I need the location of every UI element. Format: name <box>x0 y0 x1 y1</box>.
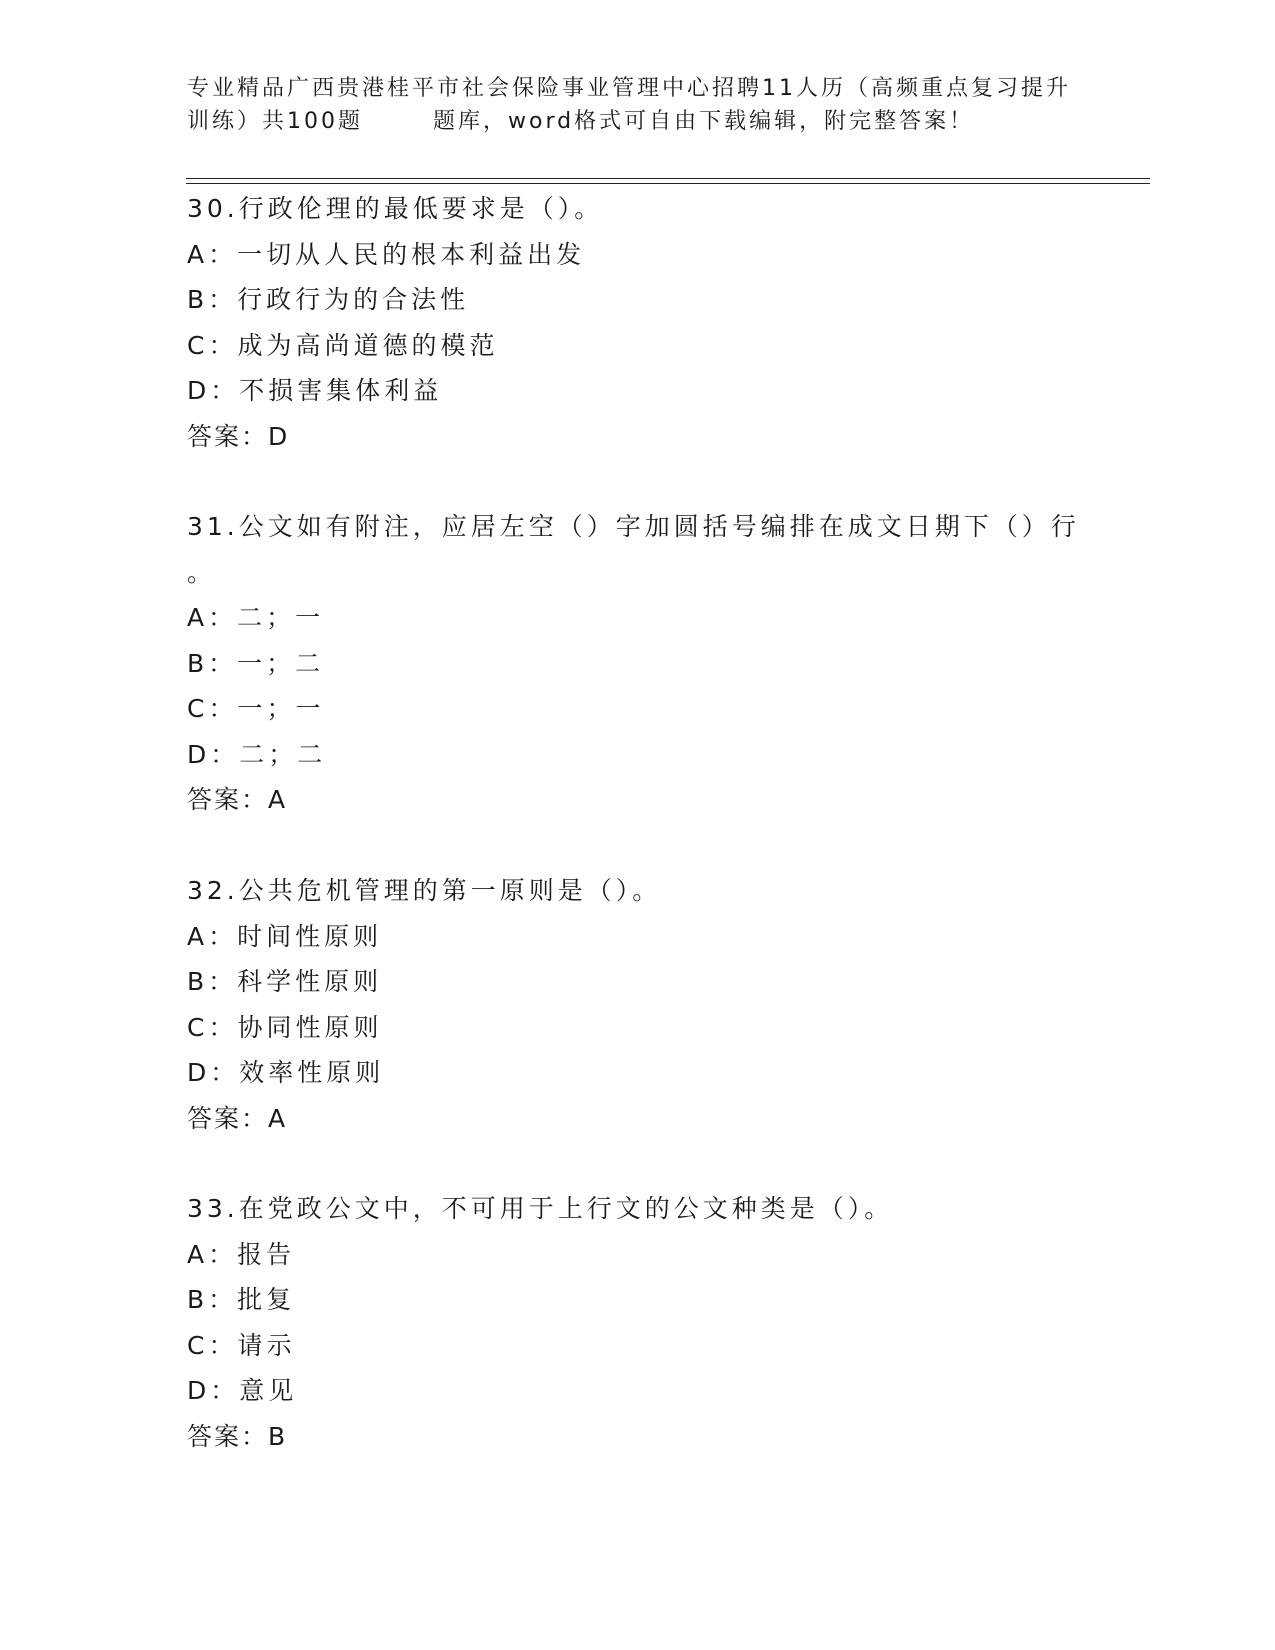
header-line-2-part-1: 训练）共100题 <box>187 109 363 134</box>
question-block-31 <box>187 504 1087 823</box>
header-line-2-part-2: 题库，word格式可自由下载编辑，附完整答案！ <box>433 109 975 134</box>
answer-text: 答案：B <box>187 1421 288 1451</box>
option-b: B：行政行为的合法性 <box>187 285 470 314</box>
question-block-30 <box>187 186 1087 459</box>
header-divider-bottom <box>186 183 1150 184</box>
answer-text: 答案：A <box>187 785 288 814</box>
header-divider-top <box>186 178 1150 179</box>
option-a: A：一切从人民的根本利益出发 <box>187 239 586 269</box>
question-block-33 <box>187 1186 1087 1459</box>
option-c: C：一；一 <box>187 694 325 723</box>
question-stem: 33.在党政公文中，不可用于上行文的公文种类是（）。 <box>187 1194 894 1223</box>
option-a: A：二；一 <box>187 603 325 632</box>
option-c: C：成为高尚道德的模范 <box>187 330 499 360</box>
option-d: D：不损害集体利益 <box>187 376 443 405</box>
answer-text: 答案：A <box>187 1103 288 1133</box>
answer-text: 答案：D <box>187 421 290 451</box>
question-stem-continuation: 。 <box>187 557 217 587</box>
question-stem: 30.行政伦理的最低要求是（）。 <box>187 194 604 223</box>
option-d: D：效率性原则 <box>187 1058 385 1087</box>
option-a: A：报告 <box>187 1239 296 1269</box>
option-b: B：科学性原则 <box>187 967 383 996</box>
option-b: B：批复 <box>187 1285 296 1314</box>
question-stem: 31.公文如有附注，应居左空（）字加圆括号编排在成文日期下（）行 <box>187 512 1080 541</box>
option-d: D：意见 <box>187 1376 298 1405</box>
question-stem: 32.公共危机管理的第一原则是（）。 <box>187 876 662 905</box>
question-block-32 <box>187 868 1087 1141</box>
option-a: A：时间性原则 <box>187 921 383 951</box>
document-header <box>187 72 1087 138</box>
option-d: D：二；二 <box>187 739 327 769</box>
option-c: C：协同性原则 <box>187 1012 383 1042</box>
header-line-1: 专业精品广西贵港桂平市社会保险事业管理中心招聘11人历（高频重点复习提升 <box>187 76 1071 101</box>
header-line-2 <box>187 105 1087 138</box>
option-c: C：请示 <box>187 1330 296 1360</box>
option-b: B：一；二 <box>187 648 325 678</box>
